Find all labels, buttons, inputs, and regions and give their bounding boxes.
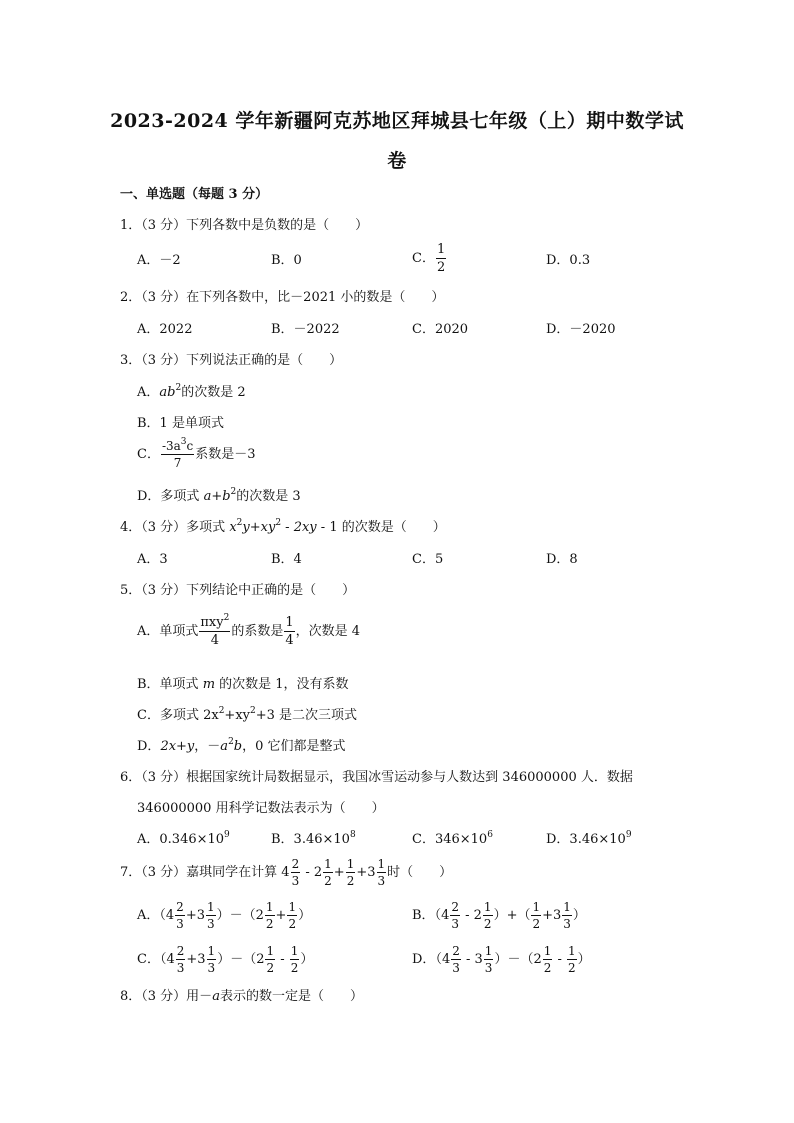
question-6-stem-line2: 346000000 用科学记数法表示为（ ） — [137, 801, 385, 816]
q4-option-a: A．3 — [137, 552, 168, 567]
section-heading: 一、单选题（每题 3 分） — [120, 187, 269, 202]
question-6-stem-line1: 6．（3 分）根据国家统计局数据显示，我国冰雪运动参与人数达到 346000000 人．数据 — [120, 770, 633, 785]
question-4-stem: 4．（3 分）多项式 $x^2y+xy^2 - 2xy - 1$ 的次数是（ ） — [120, 518, 446, 535]
question-2-stem: 2．（3 分）在下列各数中，比－2021 小的数是（ ） — [120, 290, 445, 305]
exam-title-line1: 2023-2024 学年新疆阿克苏地区拜城县七年级（上）期中数学试 — [110, 110, 684, 132]
q4-option-d: D．8 — [546, 552, 578, 567]
q2-option-a: A．2022 — [137, 322, 193, 337]
fraction: $\frac{1}{2}$ — [436, 242, 446, 275]
q7-option-b: B．（4 $\frac{2}{3}$ - 2 $\frac{1}{2}$ ）+（ $\frac{1}{2}$ +3 $\frac{1}{3}$ ） — [412, 900, 586, 931]
q3-option-c: C． $\frac{-3a^3c}{7}$ 系数是－3 — [137, 437, 256, 470]
q3-option-d: D．多项式 $a+b^2$的次数是 3 — [137, 487, 301, 504]
q7-option-a: A．（4 $\frac{2}{3}$ +3 $\frac{1}{3}$ ）－（2 $\frac{1}{2}$ + $\frac{1}{2}$ ） — [137, 900, 312, 931]
q5-option-b: B．单项式 m 的次数是 1，没有系数 — [137, 677, 349, 692]
q2-option-b: B．－2022 — [271, 322, 340, 337]
q6-option-c: C．$346\times 10^6$ — [412, 830, 493, 847]
question-1-stem: 1．（3 分）下列各数中是负数的是（ ） — [120, 218, 369, 233]
q4-option-b: B．4 — [271, 552, 302, 567]
q3-option-b: B．1 是单项式 — [137, 416, 224, 431]
q6-option-a: A．$0.346\times 10^9$ — [137, 830, 230, 847]
q6-option-d: D．$3.46\times 10^9$ — [546, 830, 632, 847]
q1-option-c: C． $\frac{1}{2}$ — [412, 242, 446, 275]
q3-option-a: A．$ab^2$的次数是 2 — [137, 383, 246, 400]
question-8-stem: 8．（3 分）用－a表示的数一定是（ ） — [120, 989, 363, 1004]
question-5-stem: 5．（3 分）下列结论中正确的是（ ） — [120, 583, 356, 598]
question-7-stem: 7．（3 分）嘉琪同学在计算 4 $\frac{2}{3}$ - 2 $\frac{1}{2}$ + $\frac{1}{2}$ +3 $\frac{1}{3}$ 时（ ） — [120, 857, 453, 888]
q7-option-c: C．（4 $\frac{2}{3}$ +3 $\frac{1}{3}$ ）－（2 $\frac{1}{2}$ - $\frac{1}{2}$ ） — [137, 944, 314, 975]
q1-option-a: A．－2 — [137, 253, 181, 268]
question-3-stem: 3．（3 分）下列说法正确的是（ ） — [120, 353, 343, 368]
q5-option-c: C．多项式 $2x^2+xy^2+3$ 是二次三项式 — [137, 706, 358, 723]
q6-option-b: B．$3.46\times 10^8$ — [271, 830, 356, 847]
q1-option-d: D．0.3 — [546, 253, 591, 268]
q2-option-c: C．2020 — [412, 322, 469, 337]
exam-title-line2: 卷 — [387, 150, 407, 172]
fraction: $\frac{1}{4}$ — [285, 615, 294, 648]
q2-option-d: D．－2020 — [546, 322, 616, 337]
q5-option-a: A．单项式 $\frac{\pi xy^2}{4}$ 的系数是 $\frac{1}{4}$ ，次数是 4 — [137, 613, 361, 648]
q7-option-d: D．（4 $\frac{2}{3}$ - 3 $\frac{1}{3}$ ）－（2 $\frac{1}{2}$ - $\frac{1}{2}$ ） — [412, 944, 591, 975]
q4-option-c: C．5 — [412, 552, 444, 567]
fraction: $\frac{\pi xy^2}{4}$ — [200, 613, 230, 648]
q5-option-d: D．2x+y，$-a^2b$，0 它们都是整式 — [137, 737, 346, 754]
q1-option-b: B．0 — [271, 253, 302, 268]
fraction: $\frac{-3a^3c}{7}$ — [161, 437, 194, 470]
